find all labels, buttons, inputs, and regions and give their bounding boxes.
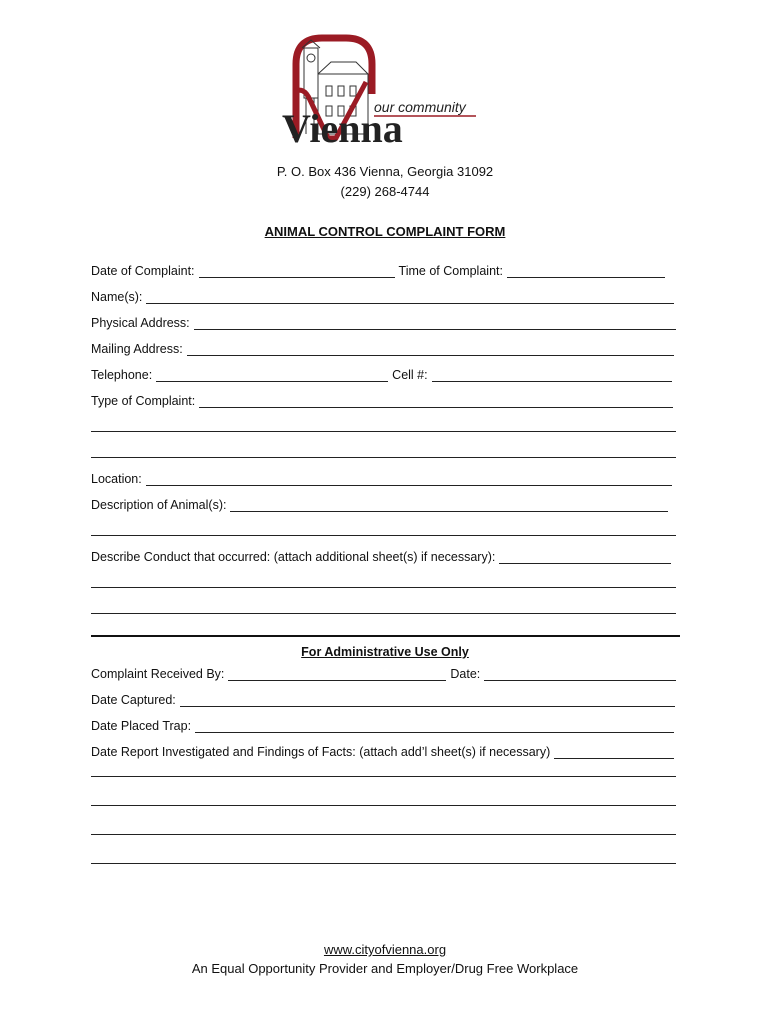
location-input[interactable] bbox=[146, 471, 672, 486]
type-of-complaint-label: Type of Complaint: bbox=[91, 394, 196, 408]
type-of-complaint-extra-line[interactable] bbox=[91, 457, 676, 458]
vienna-logo bbox=[276, 34, 492, 146]
names-input[interactable] bbox=[146, 289, 674, 304]
date-report-investigated-input[interactable] bbox=[554, 744, 674, 759]
findings-extra-line[interactable] bbox=[91, 805, 676, 806]
address-line: P. O. Box 436 Vienna, Georgia 31092 bbox=[276, 164, 494, 179]
admin-date-label: Date: bbox=[450, 667, 481, 681]
mailing-address-row bbox=[91, 340, 674, 356]
physical-address-row bbox=[91, 314, 676, 330]
logo-wordmark: Vienna bbox=[282, 106, 403, 146]
location-row bbox=[91, 470, 672, 486]
names-label: Name(s): bbox=[91, 290, 143, 304]
mailing-address-input[interactable] bbox=[187, 341, 674, 356]
date-report-investigated-label: Date Report Investigated and Findings of Facts: (attach add’l sheet(s) if necessary) bbox=[91, 745, 551, 759]
describe-conduct-row bbox=[91, 548, 671, 564]
telephone-label: Telephone: bbox=[91, 368, 153, 382]
mailing-address-label: Mailing Address: bbox=[91, 342, 183, 356]
time-of-complaint-label: Time of Complaint: bbox=[398, 264, 503, 278]
logo-tagline: our community bbox=[374, 99, 466, 115]
complaint-received-by-row bbox=[91, 665, 676, 681]
date-report-investigated-row bbox=[91, 743, 674, 759]
findings-extra-line[interactable] bbox=[91, 863, 676, 864]
findings-extra-line[interactable] bbox=[91, 776, 676, 777]
admin-date-input[interactable] bbox=[484, 666, 676, 681]
location-label: Location: bbox=[91, 472, 142, 486]
date-placed-trap-row bbox=[91, 717, 674, 733]
type-of-complaint-input[interactable] bbox=[199, 393, 673, 408]
findings-extra-line[interactable] bbox=[91, 834, 676, 835]
footer-statement: An Equal Opportunity Provider and Employer/Drug Free Workplace bbox=[191, 961, 579, 976]
describe-conduct-input[interactable] bbox=[499, 549, 671, 564]
physical-address-label: Physical Address: bbox=[91, 316, 190, 330]
telephone-input[interactable] bbox=[156, 367, 388, 382]
description-extra-line[interactable] bbox=[91, 535, 676, 536]
date-placed-trap-input[interactable] bbox=[195, 718, 674, 733]
type-of-complaint-row bbox=[91, 392, 673, 408]
date-of-complaint-label: Date of Complaint: bbox=[91, 264, 195, 278]
describe-conduct-label: Describe Conduct that occurred: (attach additional sheet(s) if necessary): bbox=[91, 550, 496, 564]
description-of-animals-input[interactable] bbox=[230, 497, 668, 512]
date-captured-row bbox=[91, 691, 675, 707]
physical-address-input[interactable] bbox=[194, 315, 676, 330]
phone-line: (229) 268-4744 bbox=[340, 184, 430, 199]
date-captured-label: Date Captured: bbox=[91, 693, 176, 707]
date-captured-input[interactable] bbox=[180, 692, 675, 707]
section-divider bbox=[91, 635, 680, 637]
describe-conduct-extra-line[interactable] bbox=[91, 587, 676, 588]
time-of-complaint-input[interactable] bbox=[507, 263, 665, 278]
description-of-animals-row bbox=[91, 496, 668, 512]
description-of-animals-label: Description of Animal(s): bbox=[91, 498, 227, 512]
date-of-complaint-input[interactable] bbox=[199, 263, 395, 278]
complaint-received-by-label: Complaint Received By: bbox=[91, 667, 225, 681]
telephone-row bbox=[91, 366, 672, 382]
names-row bbox=[91, 288, 674, 304]
describe-conduct-extra-line[interactable] bbox=[91, 613, 676, 614]
complaint-received-by-input[interactable] bbox=[228, 666, 446, 681]
cell-input[interactable] bbox=[432, 367, 672, 382]
website-link[interactable]: www.cityofvienna.org bbox=[323, 942, 447, 957]
admin-section-title: For Administrative Use Only bbox=[301, 645, 469, 659]
date-of-complaint-row bbox=[91, 262, 665, 278]
date-placed-trap-label: Date Placed Trap: bbox=[91, 719, 192, 733]
form-title: ANIMAL CONTROL COMPLAINT FORM bbox=[264, 224, 506, 239]
cell-label: Cell #: bbox=[392, 368, 428, 382]
type-of-complaint-extra-line[interactable] bbox=[91, 431, 676, 432]
